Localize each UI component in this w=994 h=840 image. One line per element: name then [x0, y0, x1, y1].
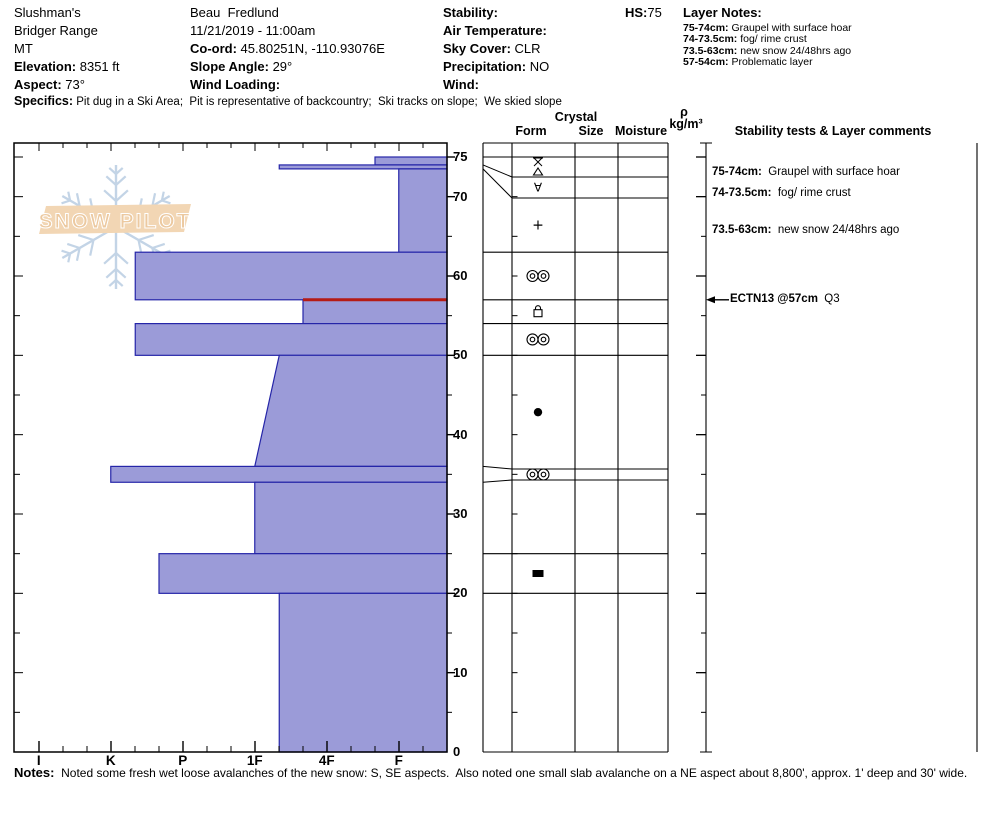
- grain-symbol-double-rings-icon: [527, 271, 549, 282]
- grain-symbol-rime-icon: [534, 181, 543, 195]
- field-line: Slushman's: [14, 5, 81, 20]
- site-info: [14, 4, 120, 94]
- size-column-header: Size: [578, 124, 604, 138]
- hardness-label-P: P: [178, 753, 188, 768]
- grain-symbol-ice-icon: [533, 570, 544, 577]
- grain-symbols: [527, 158, 549, 577]
- grain-symbol-graupel-sh-icon: [533, 158, 543, 175]
- form-column-header: Form: [515, 124, 547, 138]
- depth-label-30: 30: [453, 506, 468, 521]
- grain-symbol-double-rings-icon: [527, 469, 549, 480]
- stability-test-result: ECTN13 @57cm Q3: [730, 292, 840, 305]
- depth-label-10: 10: [453, 664, 468, 680]
- moisture-column-header: Moisture: [614, 124, 668, 138]
- field-line: Precipitation: NO: [443, 59, 550, 74]
- crystal-column-header: Crystal: [554, 110, 598, 124]
- grain-symbol-dot-icon: [534, 408, 542, 416]
- depth-label-20: 20: [453, 585, 468, 601]
- field-line: Wind Loading:: [190, 77, 281, 92]
- hardness-label-I: I: [36, 753, 41, 768]
- field-line: 74-73.5cm: fog/ rime crust: [683, 33, 807, 46]
- layer-bar: [303, 300, 447, 324]
- grain-symbol-new-snow-icon: [532, 218, 544, 234]
- layer-bar: [375, 157, 447, 165]
- layer-bar: [255, 355, 447, 466]
- layer-comment: 74-73.5cm: fog/ rime crust: [712, 186, 851, 199]
- field-line: Bridger Range: [14, 23, 98, 38]
- field-line: 57-54cm: Problematic layer: [683, 55, 813, 68]
- layer-bar: [111, 466, 447, 482]
- layer-bar: [255, 482, 447, 553]
- height-of-snow: [625, 5, 662, 20]
- density-column-header: ρ: [680, 105, 688, 119]
- notes-label: Notes:: [14, 765, 55, 780]
- field-line: Beau Fredlund: [190, 5, 279, 20]
- layer-notes-list: [683, 23, 852, 68]
- depth-label-75: 75: [453, 149, 468, 164]
- layer-bar: [135, 252, 447, 300]
- field-line: 75-74cm: Graupel with surface hoar: [683, 22, 852, 34]
- observer-info: [190, 4, 385, 94]
- field-line: Wind:: [443, 77, 479, 92]
- field-line: MT: [14, 41, 33, 56]
- depth-label-0: 0: [453, 744, 461, 759]
- field-line: Stability:: [443, 5, 498, 20]
- crystal-table: [483, 143, 668, 752]
- depth-label-70: 70: [453, 188, 468, 204]
- svg-text:+: +: [532, 217, 544, 234]
- comments-column-header: Stability tests & Layer comments: [734, 124, 932, 138]
- specifics-label: Specifics:: [14, 94, 74, 108]
- watermark-text: SNOW PILOT: [38, 210, 192, 233]
- field-line: Aspect: 73°: [14, 77, 85, 92]
- depth-label-40: 40: [453, 426, 468, 442]
- test-arrow: [706, 296, 729, 303]
- specifics-text: Pit dug in a Ski Area; Pit is representative of backcountry; Ski tracks on slope; We skied slope: [76, 96, 562, 108]
- grain-symbol-crust-icon: [534, 306, 542, 317]
- field-line: Slope Angle: 29°: [190, 59, 293, 74]
- layer-bar: [399, 169, 447, 252]
- hs-value: 75: [647, 5, 662, 20]
- field-line: Air Temperature:: [443, 23, 547, 38]
- layer-comment: 73.5-63cm: new snow 24/48hrs ago: [712, 224, 900, 237]
- grain-symbol-double-rings-icon: [527, 334, 549, 345]
- layer-bar: [135, 324, 447, 356]
- layer-bar: [159, 554, 447, 594]
- field-line: Co-ord: 45.80251N, -110.93076E: [190, 41, 385, 56]
- density-unit-header: kg/m³: [669, 117, 703, 131]
- hardness-label-K: K: [105, 753, 116, 768]
- notes-line: [14, 765, 967, 780]
- field-line: 11/21/2019 - 11:00am: [190, 23, 316, 38]
- notes-text: Noted some fresh wet loose avalanches of the new snow: S, SE aspects. Also noted one small slab avalanche on a NE aspect about 8,800', approx. 1' deep and 30' wide.: [61, 766, 968, 780]
- layer-bar: [279, 593, 447, 752]
- field-line: Sky Cover: CLR: [443, 41, 541, 56]
- svg-text:∀: ∀: [533, 180, 543, 195]
- hardness-label-F: F: [394, 753, 403, 768]
- field-line: Elevation: 8351 ft: [14, 59, 120, 74]
- hardness-label-1F: 1F: [246, 753, 263, 768]
- layer-comment: 75-74cm: Graupel with surface hoar: [712, 166, 900, 178]
- hardness-label-4F: 4F: [318, 753, 335, 768]
- depth-label-50: 50: [453, 347, 468, 363]
- depth-label-60: 60: [453, 268, 468, 283]
- conditions-info: [443, 4, 549, 94]
- test-arrow-head: [706, 296, 715, 303]
- hs-label: HS:: [625, 5, 648, 20]
- layer-notes-title: Layer Notes:: [683, 5, 762, 20]
- specifics-line: [14, 94, 562, 108]
- field-line: 73.5-63cm: new snow 24/48hrs ago: [683, 44, 852, 57]
